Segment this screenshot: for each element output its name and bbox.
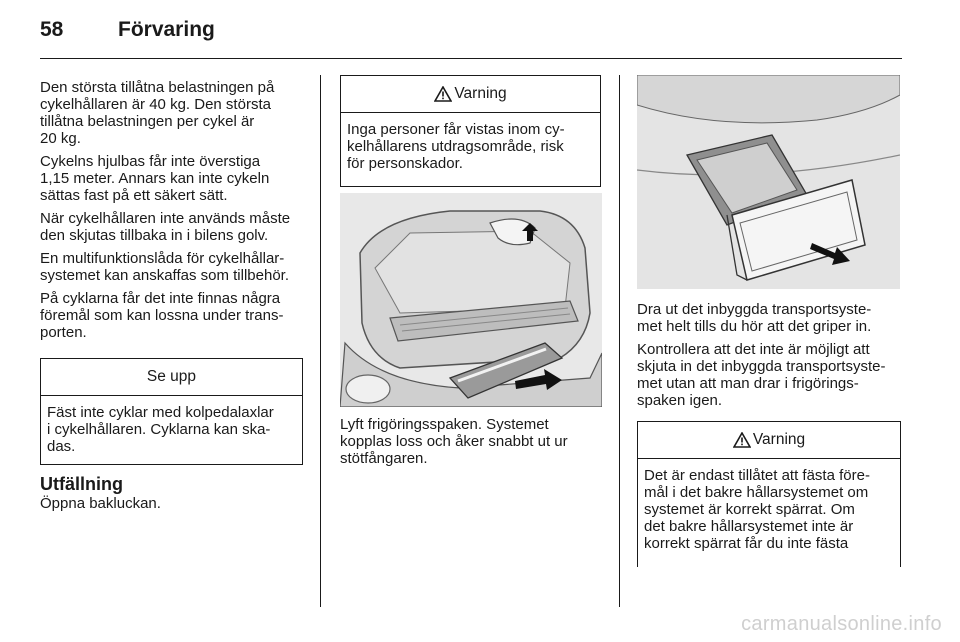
warning-box-text: Inga personer får vistas inom cy- kelhållarens utdragsområde, risk för personskador.	[347, 121, 565, 172]
page-title: Förvaring	[118, 18, 215, 41]
paragraph: På cyklarna får det inte finnas några föremål som kan lossna under trans- porten.	[40, 290, 284, 341]
carrier-illustration-svg	[637, 75, 900, 289]
warning-box-title	[341, 76, 600, 113]
column-divider-2	[619, 75, 620, 607]
column-left	[40, 79, 308, 347]
caution-box-text: Fäst inte cyklar med kolpedalaxlar i cykelhållaren. Cyklarna kan ska- das.	[47, 404, 274, 455]
warning-triangle-icon	[733, 432, 751, 448]
header-divider	[40, 58, 902, 59]
page-number: 58	[40, 18, 64, 41]
column-divider-1	[320, 75, 321, 607]
warning-2-title-text: Varning	[752, 431, 806, 448]
paragraph: En multifunktionslåda för cykelhållar- systemet kan anskaffas som tillbehör.	[40, 250, 290, 284]
caution-box-title	[41, 359, 302, 396]
warning-box	[340, 75, 601, 187]
car-boot-release-lever-illustration	[340, 193, 602, 407]
watermark: carmanualsonline.info	[741, 613, 942, 635]
illustration-caption: Lyft frigöringsspaken. Systemet kopplas loss och åker snabbt ut ur stötfångaren.	[340, 416, 568, 467]
warning-triangle-icon	[434, 86, 452, 102]
section-heading: Utfällning	[40, 474, 123, 494]
paragraph: När cykelhållaren inte används måste den skjutas tillbaka in i bilens golv.	[40, 210, 291, 244]
pull-out-carrier-illustration	[637, 75, 900, 289]
warning-box-2-title	[638, 422, 900, 459]
car-boot-illustration-svg	[340, 193, 602, 407]
paragraph: Cykelns hjulbas får inte överstiga 1,15 meter. Annars kan inte cykeln sättas fast på ett säkert sätt.	[40, 153, 270, 204]
warning-box-2	[637, 421, 901, 567]
warning-title-text: Varning	[454, 85, 507, 102]
paragraph: Den största tillåtna belastningen på cykelhållaren är 40 kg. Den största tillåtna belastningen per cykel är 20 kg.	[40, 79, 275, 147]
paragraph: Kontrollera att det inte är möjligt att skjuta in det inbyggda transportsyste- met utan att man drar i frigörings- spaken igen.	[637, 341, 886, 409]
section-text: Öppna bakluckan.	[40, 495, 161, 512]
caution-box	[40, 358, 303, 465]
warning-box-2-text: Det är endast tillåtet att fästa före- mål i det bakre hållarsystemet om systemet är korrekt spärrat. Om det bakre hållarsystemet inte är korrekt spärrat får du inte fästa	[644, 467, 870, 552]
caution-title-text: Se upp	[146, 368, 197, 385]
paragraph: Dra ut det inbyggda transportsyste- met helt tills du hör att det griper in.	[637, 301, 872, 335]
column-right-text	[637, 301, 902, 415]
